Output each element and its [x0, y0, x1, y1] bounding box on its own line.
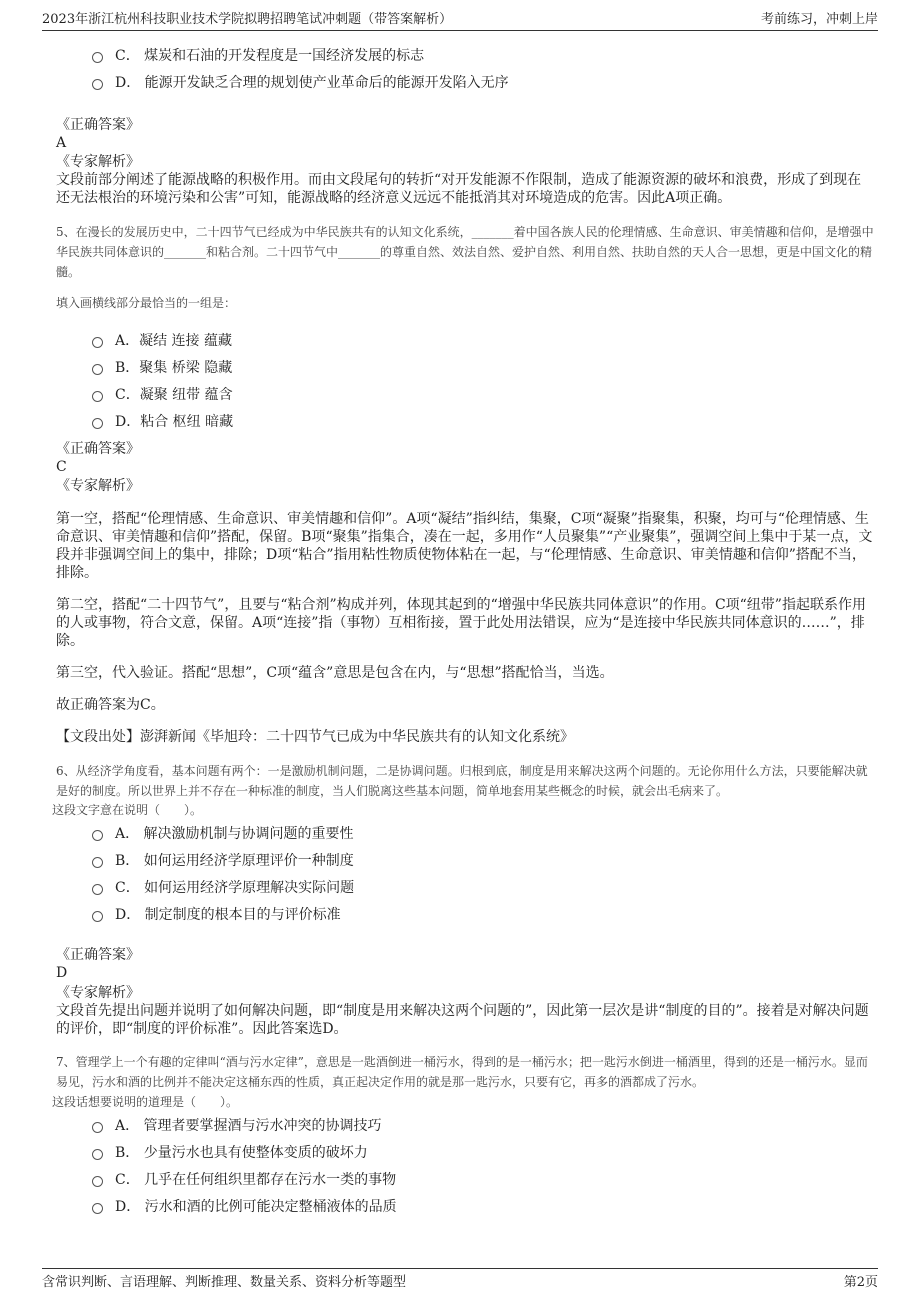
q5-analysis-p2: 第二空，搭配“二十四节气”，且要与“粘合剂”构成并列，体现其起到的“增强中华民族共同体意识”的作用。C项“纽带”指起联系作用的人或事物，符合文意，保留。A项“连接”指（事物）互相衔接，置于此处用法错误，应为“是连接中华民族共同体意识的……”，排除。	[56, 597, 866, 649]
q7-option-b[interactable]: B． 少量污水也具有使整体变质的破坏力	[92, 1142, 368, 1162]
q6-option-b[interactable]: B． 如何运用经济学原理评价一种制度	[92, 850, 354, 870]
q7-option-a[interactable]: A． 管理者要掌握酒与污水冲突的协调技巧	[92, 1115, 382, 1135]
q6-option-a[interactable]: A． 解决激励机制与协调问题的重要性	[92, 823, 354, 843]
page-header	[42, 8, 878, 31]
radio-icon[interactable]	[92, 1176, 103, 1187]
q4-answer: A	[56, 135, 67, 151]
radio-icon[interactable]	[92, 79, 103, 90]
radio-icon[interactable]	[92, 1122, 103, 1133]
radio-icon[interactable]	[92, 911, 103, 922]
radio-icon[interactable]	[92, 857, 103, 868]
q6-stem: 6、从经济学角度看，基本问题有两个：一是激励机制问题，二是协调问题。归根到底，制度是用来解决这两个问题的。无论你用什么方法，只要能解决就是好的制度。所以世界上并不存在一种标准的制度，当人们脱离这些基本问题，简单地套用某些概念的时候，就会出毛病来了。	[56, 764, 868, 798]
q5-analysis-label: 《专家解析》	[56, 478, 140, 494]
q6-option-d[interactable]: D． 制定制度的根本目的与评价标准	[92, 904, 341, 924]
q5-answer: C	[56, 459, 67, 475]
q4-answer-label: 《正确答案》	[56, 117, 140, 133]
q6-analysis: 文段首先提出问题并说明了如何解决问题，即“制度是用来解决这两个问题的”，因此第一层次是讲“制度的目的”。接着是对解决问题的评价，即“制度的评价标准”。因此答案选D。	[56, 1003, 869, 1037]
q5-prompt: 填入画横线部分最恰当的一组是：	[56, 296, 237, 310]
q5-option-b[interactable]: B．聚集 桥梁 隐藏	[92, 357, 232, 377]
q7-option-d[interactable]: D． 污水和酒的比例可能决定整桶液体的品质	[92, 1196, 397, 1216]
q6-option-c[interactable]: C． 如何运用经济学原理解决实际问题	[92, 877, 354, 897]
q7-stem: 7、管理学上一个有趣的定律叫“酒与污水定律”，意思是一匙酒倒进一桶污水，得到的是一桶污水；把一匙污水倒进一桶酒里，得到的还是一桶污水。显而易见，污水和酒的比例并不能决定这桶东西的性质，真正起决定作用的就是那一匙污水，只要有它，再多的酒都成了污水。	[56, 1055, 868, 1089]
footer-note: 含常识判断、言语理解、判断推理、数量关系、资料分析等题型	[42, 1275, 407, 1290]
q5-analysis-p3: 第三空，代入验证。搭配“思想”，C项“蕴含”意思是包含在内，与“思想”搭配恰当，当选。	[56, 665, 614, 681]
q5-analysis-p1: 第一空，搭配“伦理情感、生命意识、审美情趣和信仰”。A项“凝结”指纠结，集聚，C项“凝聚”指聚集，积聚，均可与“伦理情感、生命意识、审美情趣和信仰”搭配，保留。B项“聚集”指集合，凑在一起，多用作“人员聚集”“产业聚集”，强调空间上集中于某一点，文段并非强调空间上的集中，排除；D项“粘合”指用粘性物质使物体粘在一起，与“伦理情感、生命意识、审美情趣和信仰”搭配不当，排除。	[56, 511, 873, 581]
radio-icon[interactable]	[92, 418, 103, 429]
page-number: 第2页	[843, 1275, 878, 1290]
q6-analysis-label: 《专家解析》	[56, 985, 140, 1001]
radio-icon[interactable]	[92, 337, 103, 348]
radio-icon[interactable]	[92, 391, 103, 402]
radio-icon[interactable]	[92, 884, 103, 895]
q5-stem: 5、在漫长的发展历史中，二十四节气已经成为中华民族共有的认知文化系统，_______着中国各族人民的伦理情感、生命意识、审美情趣和信仰，是增强中华民族共同体意识的_______和粘合剂。二十四节气中_______的尊重自然、效法自然、爱护自然、利用自然、扶助自然的天人合一思想，更是中国文化的精髓。	[56, 225, 874, 279]
page-footer	[42, 1268, 878, 1290]
q7-option-c[interactable]: C． 几乎在任何组织里都存在污水一类的事物	[92, 1169, 396, 1189]
q4-option-d[interactable]: D． 能源开发缺乏合理的规划使产业革命后的能源开发陷入无序	[92, 72, 509, 92]
q4-option-c[interactable]: C． 煤炭和石油的开发程度是一国经济发展的标志	[92, 45, 424, 65]
radio-icon[interactable]	[92, 364, 103, 375]
q4-analysis-label: 《专家解析》	[56, 154, 140, 170]
q5-option-c[interactable]: C．凝聚 纽带 蕴含	[92, 384, 233, 404]
header-slogan: 考前练习，冲刺上岸	[760, 12, 878, 27]
q6-prompt: 这段文字意在说明（ ）。	[52, 803, 203, 817]
radio-icon[interactable]	[92, 1203, 103, 1214]
q6-answer: D	[56, 965, 68, 981]
q7-prompt: 这段话想要说明的道理是（ ）。	[52, 1095, 239, 1109]
radio-icon[interactable]	[92, 1149, 103, 1160]
radio-icon[interactable]	[92, 52, 103, 63]
q5-source: 【文段出处】澎湃新闻《毕旭玲：二十四节气已成为中华民族共有的认知文化系统》	[56, 729, 574, 745]
q5-option-d[interactable]: D．粘合 枢纽 暗藏	[92, 411, 233, 431]
q6-answer-label: 《正确答案》	[56, 947, 140, 963]
radio-icon[interactable]	[92, 830, 103, 841]
q4-analysis: 文段前部分阐述了能源战略的积极作用。而由文段尾句的转折“对开发能源不作限制，造成了能源资源的破坏和浪费，形成了到现在还无法根治的环境污染和公害”可知，能源战略的经济意义远远不能抵消其对环境造成的危害。因此A项正确。	[56, 172, 862, 206]
q5-option-a[interactable]: A．凝结 连接 蕴藏	[92, 330, 232, 350]
header-title: 2023年浙江杭州科技职业技术学院拟聘招聘笔试冲刺题（带答案解析）	[42, 12, 453, 27]
q5-answer-label: 《正确答案》	[56, 441, 140, 457]
q5-analysis-p4: 故正确答案为C。	[56, 697, 165, 713]
